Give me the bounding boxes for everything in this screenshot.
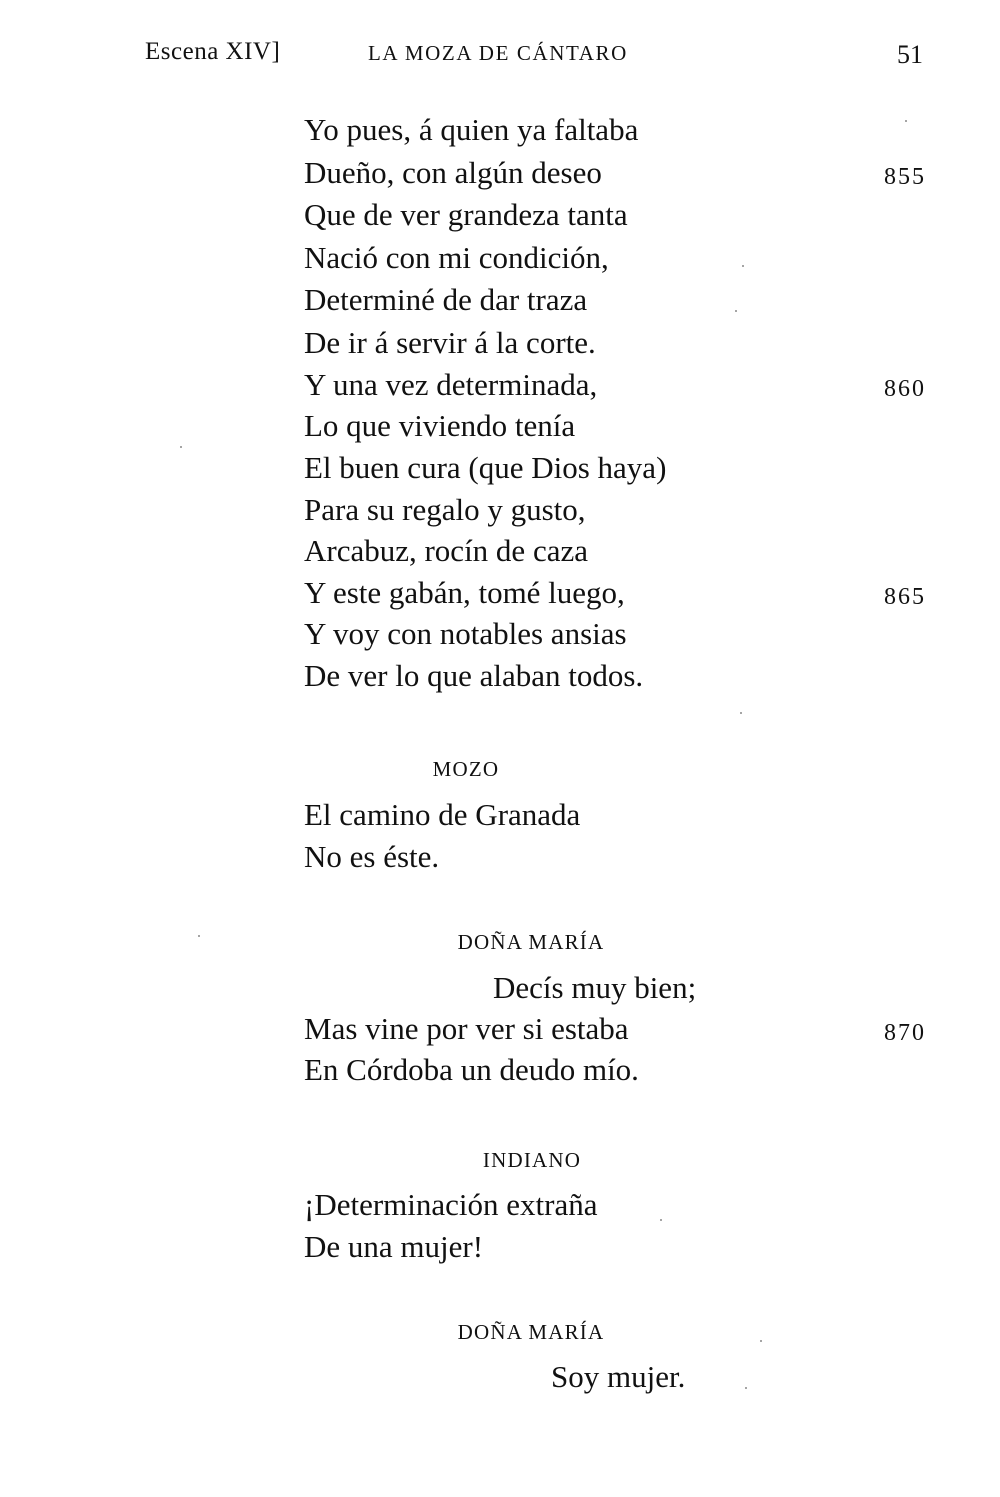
line-number: 870: [884, 1020, 926, 1046]
speaker-name: MOZO: [432, 757, 500, 781]
verse-line: Para su regalo y gusto,: [304, 492, 586, 527]
verse-line: Que de ver grandeza tanta: [304, 197, 628, 232]
verse-line: Y voy con notables ansias: [304, 616, 627, 651]
verse-line: El camino de Granada: [304, 797, 581, 832]
verse-line: Determiné de dar traza: [304, 282, 588, 317]
scan-speck: [660, 1219, 662, 1221]
speaker-name: DOÑA MARÍA: [457, 1320, 605, 1344]
verse-line: Decís muy bien;: [493, 970, 697, 1005]
speaker-name: INDIANO: [482, 1148, 582, 1172]
line-number: 855: [884, 164, 926, 190]
verse-line: En Córdoba un deudo mío.: [304, 1052, 639, 1087]
running-head-scene: Escena XIV]: [145, 38, 281, 65]
scan-speck: [760, 1340, 762, 1342]
verse-line: Soy mujer.: [551, 1359, 686, 1394]
verse-line: Lo que viviendo tenía: [304, 408, 576, 443]
verse-line: De una mujer!: [304, 1229, 484, 1264]
line-number: 865: [884, 584, 926, 610]
verse-line: ¡Determinación extraña: [304, 1187, 598, 1222]
scan-speck: [198, 935, 200, 937]
scan-speck: [740, 712, 742, 714]
verse-line: Arcabuz, rocín de caza: [304, 533, 588, 568]
line-number: 860: [884, 376, 926, 402]
verse-line: No es éste.: [304, 839, 440, 874]
scan-speck: [180, 446, 182, 448]
verse-line: De ir á servir á la corte.: [304, 325, 596, 360]
scan-speck: [735, 310, 737, 312]
verse-line: Mas vine por ver si estaba: [304, 1011, 629, 1046]
scan-speck: [905, 120, 907, 122]
verse-line: El buen cura (que Dios haya): [304, 450, 667, 485]
verse-line: De ver lo que alaban todos.: [304, 658, 644, 693]
running-head-title: LA MOZA DE CÁNTARO: [368, 41, 628, 65]
verse-line: Y una vez determinada,: [304, 367, 598, 402]
speaker-name: DOÑA MARÍA: [457, 930, 605, 954]
verse-line: Nació con mi condición,: [304, 240, 609, 275]
page-number: 51: [897, 40, 923, 69]
verse-line: Yo pues, á quien ya faltaba: [304, 112, 639, 147]
verse-line: Y este gabán, tomé luego,: [304, 575, 625, 610]
scan-speck: [745, 1387, 747, 1389]
verse-line: Dueño, con algún deseo: [304, 155, 602, 190]
running-header: [0, 38, 1000, 78]
scan-speck: [742, 265, 744, 267]
